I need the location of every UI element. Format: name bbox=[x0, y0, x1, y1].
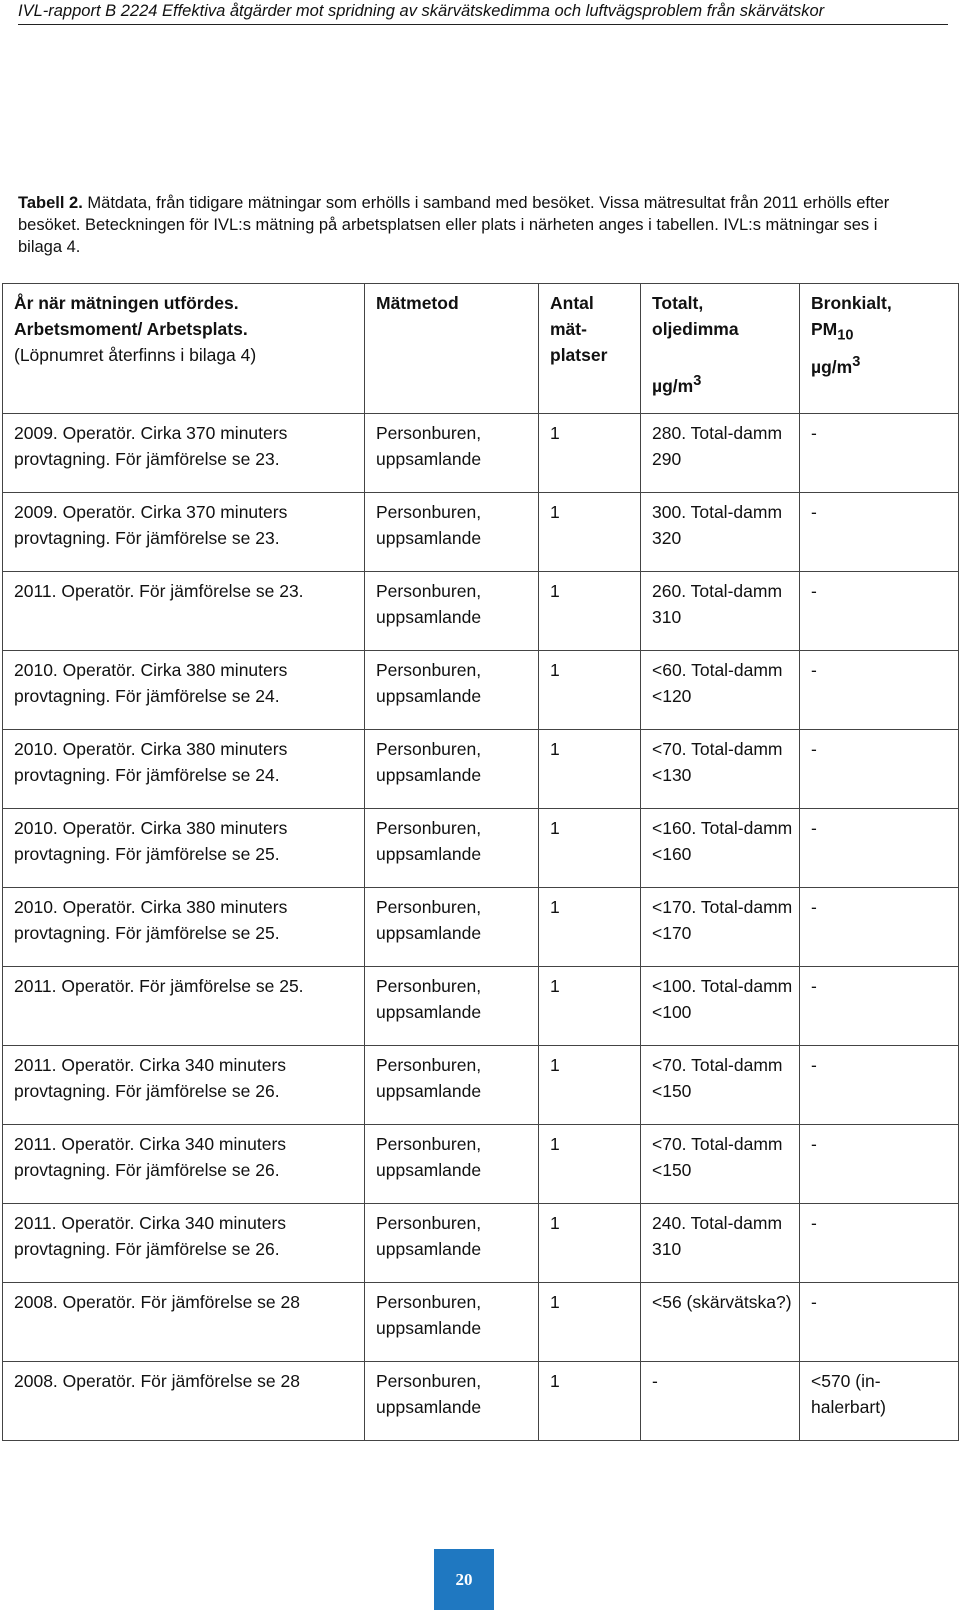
cell-description: 2010. Operatör. Cirka 380 minuters provtagning. För jämförelse se 24. bbox=[3, 730, 365, 809]
cell-count: 1 bbox=[539, 493, 641, 572]
pm-subscript: 10 bbox=[837, 327, 854, 344]
cell-count: 1 bbox=[539, 414, 641, 493]
unit-text: µg/m bbox=[811, 356, 853, 377]
cell-description: 2011. Operatör. För jämförelse se 25. bbox=[3, 967, 365, 1046]
cell-description: 2009. Operatör. Cirka 370 minuters provtagning. För jämförelse se 23. bbox=[3, 493, 365, 572]
cell-count: 1 bbox=[539, 651, 641, 730]
cell-bronchial: - bbox=[800, 967, 959, 1046]
cell-total: - bbox=[641, 1362, 800, 1441]
table-caption bbox=[18, 192, 908, 258]
cell-method: Personburen, uppsamlande bbox=[365, 493, 539, 572]
cell-count: 1 bbox=[539, 1204, 641, 1283]
table-row bbox=[3, 1046, 959, 1125]
cell-total: 260. Total-damm 310 bbox=[641, 572, 800, 651]
table-row bbox=[3, 730, 959, 809]
cell-description: 2010. Operatör. Cirka 380 minuters provtagning. För jämförelse se 24. bbox=[3, 651, 365, 730]
header-total-line1: Totalt, bbox=[652, 293, 704, 313]
cell-count: 1 bbox=[539, 967, 641, 1046]
cell-total: 240. Total-damm 310 bbox=[641, 1204, 800, 1283]
cell-total: <70. Total-damm <150 bbox=[641, 1046, 800, 1125]
header-serial-note: (Löpnumret återfinns i bilaga 4) bbox=[14, 345, 257, 365]
table-row bbox=[3, 572, 959, 651]
header-count-line1: Antal bbox=[550, 293, 594, 313]
page-number-badge bbox=[434, 1549, 494, 1610]
cell-total: <160. Total-damm <160 bbox=[641, 809, 800, 888]
header-total-unit bbox=[652, 368, 793, 399]
cell-method: Personburen, uppsamlande bbox=[365, 1283, 539, 1362]
header-count-line3: platser bbox=[550, 345, 608, 365]
table-row bbox=[3, 809, 959, 888]
report-title: IVL-rapport B 2224 Effektiva åtgärder mot spridning av skärvätskedimma och luftvägsproblem från skärvätskor bbox=[18, 2, 825, 20]
cell-bronchial: - bbox=[800, 414, 959, 493]
cell-count: 1 bbox=[539, 1046, 641, 1125]
table-caption-label: Tabell 2. bbox=[18, 194, 83, 212]
cell-bronchial: - bbox=[800, 651, 959, 730]
cell-method: Personburen, uppsamlande bbox=[365, 1204, 539, 1283]
table-row bbox=[3, 967, 959, 1046]
cell-description: 2008. Operatör. För jämförelse se 28 bbox=[3, 1362, 365, 1441]
cell-description: 2011. Operatör. Cirka 340 minuters provtagning. För jämförelse se 26. bbox=[3, 1204, 365, 1283]
header-total-line2: oljedimma bbox=[652, 319, 739, 339]
header-method bbox=[365, 284, 539, 414]
cell-bronchial: - bbox=[800, 1283, 959, 1362]
header-year-task bbox=[3, 284, 365, 414]
header-method-label: Mätmetod bbox=[376, 293, 459, 313]
cell-description: 2011. Operatör. För jämförelse se 23. bbox=[3, 572, 365, 651]
cell-total: <70. Total-damm <130 bbox=[641, 730, 800, 809]
table-header-row bbox=[3, 284, 959, 414]
cell-count: 1 bbox=[539, 1125, 641, 1204]
cell-description: 2010. Operatör. Cirka 380 minuters provtagning. För jämförelse se 25. bbox=[3, 809, 365, 888]
cell-method: Personburen, uppsamlande bbox=[365, 967, 539, 1046]
cell-count: 1 bbox=[539, 1283, 641, 1362]
header-count bbox=[539, 284, 641, 414]
cell-bronchial: - bbox=[800, 1125, 959, 1204]
cell-method: Personburen, uppsamlande bbox=[365, 1125, 539, 1204]
pm-text: PM bbox=[811, 319, 838, 339]
cell-bronchial: - bbox=[800, 888, 959, 967]
table-caption-text: Mätdata, från tidigare mätningar som erhölls i samband med besöket. Vissa mätresultat från 2011 erhölls efter besöket. Beteckningen för IVL:s mätning på arbetsplatsen eller plats i närheten anges i tabellen. IVL:s mätningar ses i bilaga 4. bbox=[18, 194, 890, 256]
cell-method: Personburen, uppsamlande bbox=[365, 572, 539, 651]
cell-total: <60. Total-damm <120 bbox=[641, 651, 800, 730]
cell-total: <170. Total-damm <170 bbox=[641, 888, 800, 967]
cell-description: 2011. Operatör. Cirka 340 minuters provtagning. För jämförelse se 26. bbox=[3, 1046, 365, 1125]
header-bronchial-pm bbox=[811, 316, 952, 349]
unit-text: µg/m bbox=[652, 375, 694, 396]
cell-total: <56 (skärvätska?) bbox=[641, 1283, 800, 1362]
cell-bronchial: - bbox=[800, 730, 959, 809]
cell-bronchial: - bbox=[800, 1204, 959, 1283]
cell-bronchial: <570 (in-halerbart) bbox=[800, 1362, 959, 1441]
unit-superscript: 3 bbox=[852, 353, 861, 370]
cell-bronchial: - bbox=[800, 572, 959, 651]
cell-bronchial: - bbox=[800, 493, 959, 572]
table-row bbox=[3, 1204, 959, 1283]
table-row bbox=[3, 414, 959, 493]
cell-count: 1 bbox=[539, 1362, 641, 1441]
cell-total: 280. Total-damm 290 bbox=[641, 414, 800, 493]
cell-method: Personburen, uppsamlande bbox=[365, 1362, 539, 1441]
cell-method: Personburen, uppsamlande bbox=[365, 809, 539, 888]
cell-bronchial: - bbox=[800, 809, 959, 888]
table-row bbox=[3, 888, 959, 967]
header-bronchial-line1: Bronkialt, bbox=[811, 293, 892, 313]
cell-total: 300. Total-damm 320 bbox=[641, 493, 800, 572]
cell-method: Personburen, uppsamlande bbox=[365, 651, 539, 730]
cell-count: 1 bbox=[539, 888, 641, 967]
cell-description: 2008. Operatör. För jämförelse se 28 bbox=[3, 1283, 365, 1362]
cell-count: 1 bbox=[539, 730, 641, 809]
report-running-header bbox=[18, 0, 948, 25]
cell-method: Personburen, uppsamlande bbox=[365, 1046, 539, 1125]
cell-description: 2011. Operatör. Cirka 340 minuters provtagning. För jämförelse se 26. bbox=[3, 1125, 365, 1204]
header-total-oil-mist bbox=[641, 284, 800, 414]
header-year-line: År när mätningen utfördes. bbox=[14, 293, 239, 313]
cell-count: 1 bbox=[539, 572, 641, 651]
cell-total: <70. Total-damm <150 bbox=[641, 1125, 800, 1204]
header-bronchial bbox=[800, 284, 959, 414]
table-row bbox=[3, 1283, 959, 1362]
unit-superscript: 3 bbox=[693, 373, 702, 389]
cell-method: Personburen, uppsamlande bbox=[365, 730, 539, 809]
measurement-table bbox=[2, 283, 959, 1441]
cell-description: 2009. Operatör. Cirka 370 minuters provtagning. För jämförelse se 23. bbox=[3, 414, 365, 493]
table-row bbox=[3, 1125, 959, 1204]
cell-description: 2010. Operatör. Cirka 380 minuters provtagning. För jämförelse se 25. bbox=[3, 888, 365, 967]
cell-bronchial: - bbox=[800, 1046, 959, 1125]
table-row bbox=[3, 1362, 959, 1441]
table-row bbox=[3, 493, 959, 572]
cell-count: 1 bbox=[539, 809, 641, 888]
page-number: 20 bbox=[455, 1569, 473, 1589]
header-bronchial-unit bbox=[811, 349, 952, 380]
header-count-line2: mät- bbox=[550, 319, 587, 339]
header-task-line: Arbetsmoment/ Arbetsplats. bbox=[14, 319, 248, 339]
cell-total: <100. Total-damm <100 bbox=[641, 967, 800, 1046]
cell-method: Personburen, uppsamlande bbox=[365, 888, 539, 967]
cell-method: Personburen, uppsamlande bbox=[365, 414, 539, 493]
table-row bbox=[3, 651, 959, 730]
